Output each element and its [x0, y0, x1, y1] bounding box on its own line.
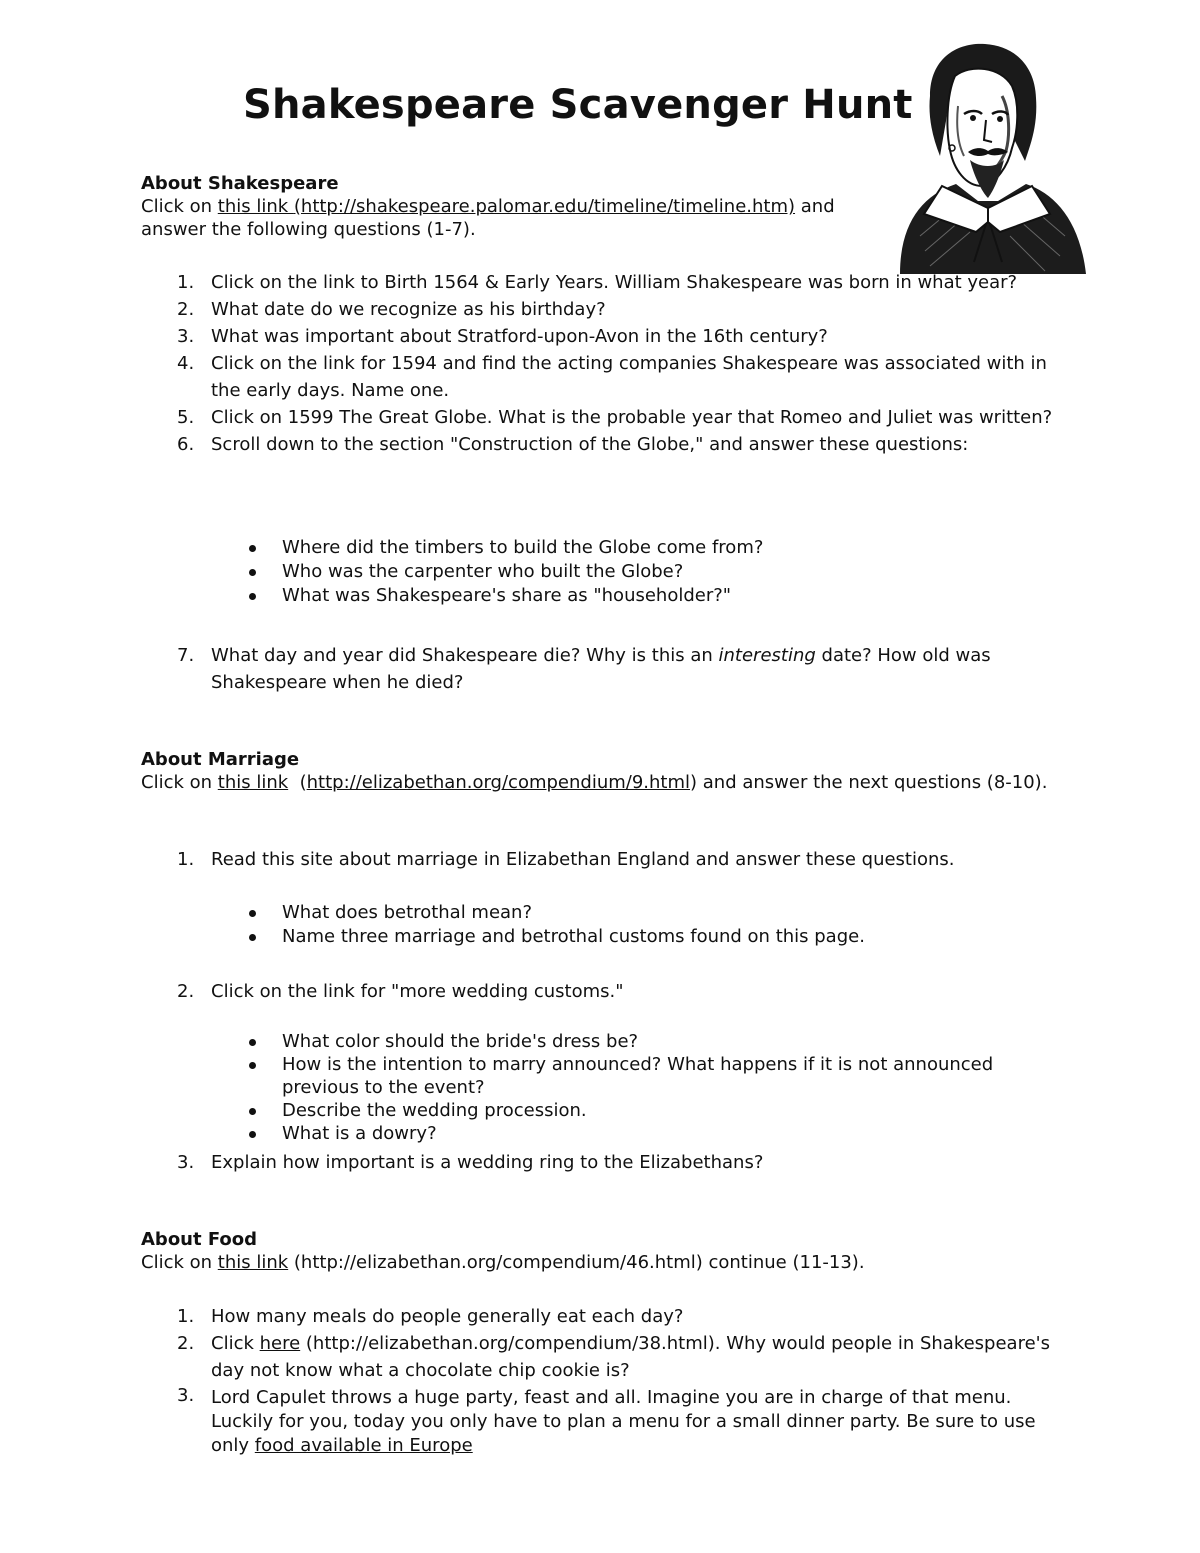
page-title: Shakespeare Scavenger Hunt: [243, 82, 913, 128]
question-number: 7.: [177, 645, 195, 666]
list-item: [141, 296, 1061, 323]
section-intro: [141, 195, 1061, 241]
marriage-question-3: [141, 1149, 1061, 1176]
question-text: What day and year did Shakespeare die? Why is this an: [211, 645, 719, 666]
question-number: 1.: [177, 272, 195, 293]
question-text: Click on the link for 1594 and find the acting companies Shakespeare was associated with in the early days. Name one.: [211, 353, 1047, 401]
list-item: Name three marriage and betrothal customs found on this page.: [141, 925, 1061, 949]
question-text: Click on 1599 The Great Globe. What is the probable year that Romeo and Juliet was written?: [211, 407, 1053, 428]
list-item: [141, 978, 1061, 1005]
question-text: Click on the link for "more wedding customs.": [211, 981, 624, 1002]
question-number: 2.: [177, 299, 195, 320]
question-text: Click on the link to Birth 1564 & Early Years. William Shakespeare was born in what year?: [211, 272, 1018, 293]
section-about-food: [141, 1228, 1061, 1274]
globe-bullets: [141, 536, 1061, 608]
list-item: [141, 431, 1061, 458]
here-link[interactable]: here: [259, 1333, 301, 1354]
question-number: 5.: [177, 407, 195, 428]
marriage-question-2: [141, 978, 1061, 1005]
question-number: 1.: [177, 849, 195, 870]
section-about-shakespeare: [141, 172, 1061, 241]
marriage-bullets-1: [141, 901, 1061, 949]
section-heading: About Shakespeare: [141, 173, 339, 194]
section-intro: [141, 771, 1061, 794]
question-number: 2.: [177, 981, 195, 1002]
intro-text: answer the following questions (1-7).: [141, 219, 476, 240]
marriage-bullets-2: [141, 1030, 1061, 1145]
question-number: 3.: [177, 1152, 195, 1173]
list-item: Who was the carpenter who built the Globe?: [141, 560, 1061, 584]
section-intro: [141, 1251, 1061, 1274]
list-item: [141, 1330, 1061, 1384]
list-item: What was Shakespeare's share as "householder?": [141, 584, 1061, 608]
list-item: Where did the timbers to build the Globe come from?: [141, 536, 1061, 560]
marriage-link[interactable]: this link: [217, 772, 289, 793]
list-item: Describe the wedding procession.: [141, 1099, 1061, 1122]
shakespeare-questions: [141, 269, 1061, 458]
marriage-question-1: [141, 846, 1061, 873]
intro-text: (http://elizabethan.org/compendium/46.html) continue (11-13).: [288, 1252, 865, 1273]
question-number: 1.: [177, 1306, 195, 1327]
question-text: (http://elizabethan.org/compendium/38.html). Why would people in Shakespeare's day not know what a chocolate chip cookie is?: [211, 1333, 1050, 1381]
list-item: [141, 323, 1061, 350]
emphasis-text: interesting: [718, 645, 816, 666]
question-text: Explain how important is a wedding ring to the Elizabethans?: [211, 1152, 764, 1173]
list-item: [141, 1149, 1061, 1176]
question-number: 2.: [177, 1333, 195, 1354]
marriage-link-url[interactable]: http://elizabethan.org/compendium/9.html: [306, 772, 691, 793]
link-url[interactable]: (http://shakespeare.palomar.edu/timeline/timeline.htm): [293, 196, 796, 217]
food-questions: [141, 1303, 1061, 1458]
question-number: 6.: [177, 434, 195, 455]
intro-text: Click on: [141, 1252, 218, 1273]
intro-text: and: [795, 196, 835, 217]
question-text: Read this site about marriage in Elizabethan England and answer these questions.: [211, 849, 955, 870]
intro-text: Click on: [141, 772, 218, 793]
section-about-marriage: [141, 748, 1061, 794]
question-number: 3.: [177, 326, 195, 347]
section-heading: About Food: [141, 1229, 258, 1250]
list-item: [141, 1384, 1061, 1458]
list-item: What is a dowry?: [141, 1122, 1061, 1145]
section-heading: About Marriage: [141, 749, 300, 770]
intro-text: ) and answer the next questions (8-10).: [690, 772, 1048, 793]
question-text: Lord Capulet throws a huge party, feast and all. Imagine you are in charge of that menu. Luckily for you, today you only have to plan a menu for a small dinner party. Be sure to use only: [211, 1387, 1036, 1456]
question-number: 3.: [177, 1385, 195, 1406]
food-europe-link[interactable]: food available in Europe: [254, 1435, 473, 1456]
list-item: [141, 642, 1061, 696]
question-text: What was important about Stratford-upon-Avon in the 16th century?: [211, 326, 828, 347]
question-text: What date do we recognize as his birthday?: [211, 299, 606, 320]
list-item: What does betrothal mean?: [141, 901, 1061, 925]
list-item: [141, 269, 1061, 296]
question-text: Click: [211, 1333, 260, 1354]
food-link[interactable]: this link: [217, 1252, 289, 1273]
question-text: Scroll down to the section "Construction of the Globe," and answer these questions:: [211, 434, 969, 455]
intro-text: (: [288, 772, 307, 793]
intro-text: Click on: [141, 196, 218, 217]
list-item: What color should the bride's dress be?: [141, 1030, 1061, 1053]
timeline-link[interactable]: [218, 196, 795, 217]
link-text[interactable]: this link: [217, 196, 294, 217]
question-text: How many meals do people generally eat each day?: [211, 1306, 684, 1327]
list-item: [141, 404, 1061, 431]
list-item: How is the intention to marry announced? What happens if it is not announced previous to the event?: [141, 1053, 1061, 1099]
question-text: date? How old was Shakespeare when he died?: [211, 645, 991, 693]
question-number: 4.: [177, 353, 195, 374]
list-item: [141, 1303, 1061, 1330]
list-item: [141, 846, 1061, 873]
shakespeare-question-7: [141, 642, 1061, 696]
list-item: [141, 350, 1061, 404]
